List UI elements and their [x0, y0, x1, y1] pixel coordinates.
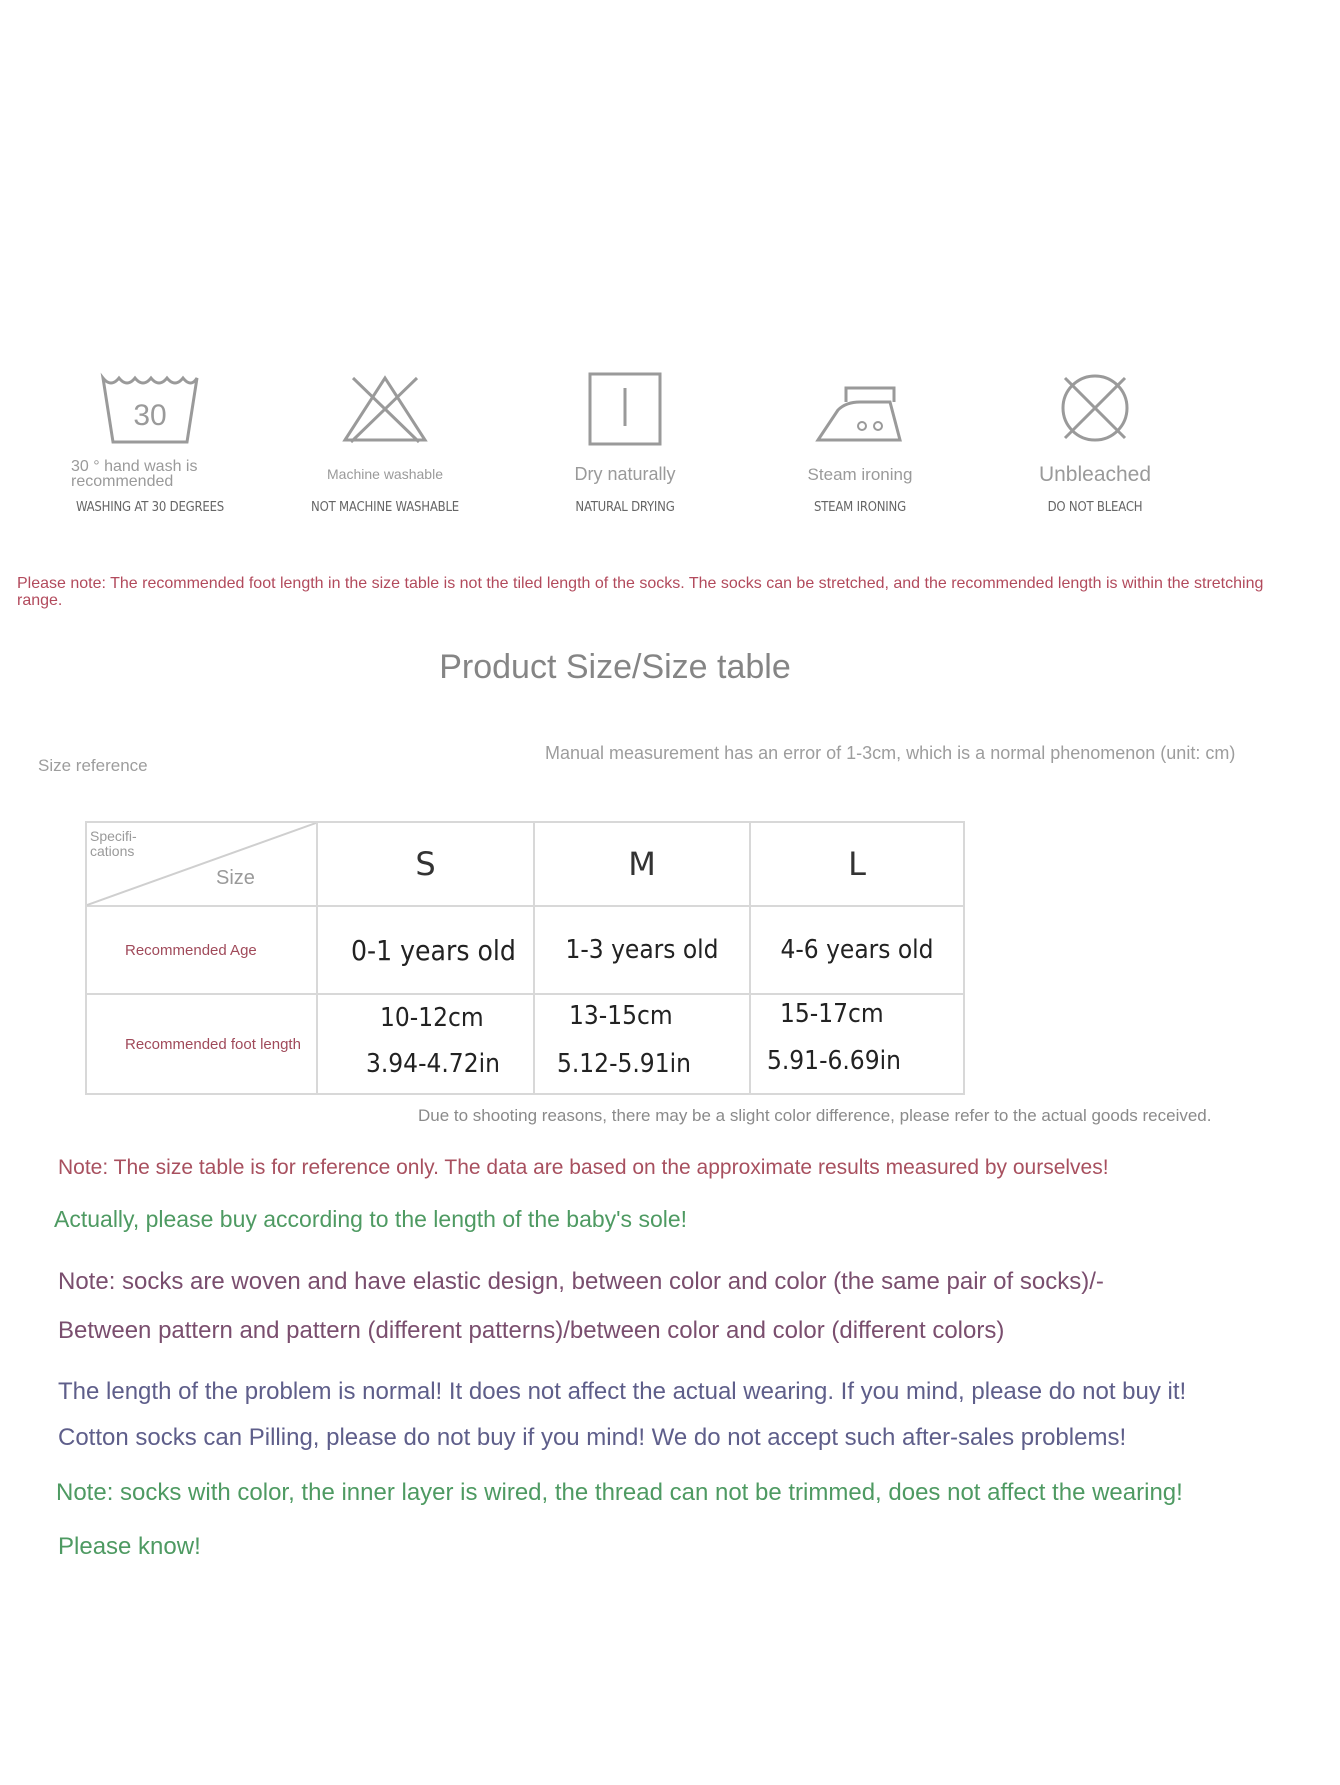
- note-length-normal: The length of the problem is normal! It does not affect the actual wearing. If you mind, please do not buy it!: [58, 1378, 1187, 1405]
- table-header-row: [86, 822, 964, 906]
- care-sub-bleach: DO NOT BLEACH: [1047, 500, 1143, 515]
- care-sub-wash: WASHING AT 30 DEGREES: [75, 500, 225, 515]
- wash-30-icon: [95, 370, 205, 450]
- corner-size: Size: [216, 867, 255, 889]
- no-machine-wash-icon: [335, 370, 435, 450]
- care-item-iron: [745, 370, 975, 515]
- note-woven-elastic: Note: socks are woven and have elastic design, between color and color (the same pair of socks)/-: [58, 1268, 1104, 1295]
- do-not-bleach-icon: [1045, 370, 1145, 450]
- size-header-l: L: [750, 822, 964, 906]
- foot-length-m: [534, 994, 750, 1094]
- size-reference-label: Size reference: [38, 756, 148, 775]
- care-label-dry: Dry naturally: [574, 463, 676, 484]
- note-pilling: Cotton socks can Pilling, please do not buy if you mind! We do not accept such after-sales problems!: [58, 1424, 1127, 1451]
- foot-length-l: [750, 994, 964, 1094]
- note-please-know: Please know!: [58, 1533, 201, 1560]
- size-header-s: S: [317, 822, 534, 906]
- note-reference-only: Note: The size table is for reference only. The data are based on the approximate results measured by ourselves!: [58, 1156, 1109, 1179]
- foot-length-s: [317, 994, 534, 1094]
- care-label-bleach: Unbleached: [1038, 462, 1152, 486]
- measurement-note: Manual measurement has an error of 1-3cm, which is a normal phenomenon (unit: cm): [545, 743, 1236, 763]
- dry-naturally-icon: [575, 370, 675, 450]
- foot-cm-l: 15-17cm: [780, 999, 884, 1029]
- age-l: 4-6 years old: [750, 906, 964, 994]
- foot-in-l: 5.91-6.69in: [767, 1046, 901, 1076]
- care-item-wash: [35, 370, 265, 515]
- size-table: [85, 821, 965, 1095]
- foot-in-m: 5.12-5.91in: [557, 1049, 691, 1079]
- note-inner-layer: Note: socks with color, the inner layer is wired, the thread can not be trimmed, does not affect the wearing!: [56, 1479, 1183, 1506]
- page-title: Product Size/Size table: [439, 648, 791, 686]
- care-item-dry: [510, 370, 740, 515]
- note-buy-by-sole: Actually, please buy according to the length of the baby's sole!: [54, 1206, 688, 1232]
- foot-in-s: 3.94-4.72in: [366, 1049, 500, 1079]
- care-item-machine: [270, 370, 500, 515]
- care-label-machine: Machine washable: [327, 465, 443, 482]
- steam-iron-icon: [810, 370, 910, 450]
- recommended-length-note: Please note: The recommended foot length in the size table is not the tiled length of the socks. The socks can be stretched, and the recommended length is within the stretching range.: [17, 575, 1264, 609]
- size-header-m: M: [534, 822, 750, 906]
- table-row: [86, 994, 964, 1094]
- age-s: 0-1 years old: [317, 906, 534, 994]
- row-label-age: Recommended Age: [86, 906, 317, 994]
- table-corner-cell: [86, 822, 317, 906]
- care-sub-iron: STEAM IRONING: [814, 500, 906, 515]
- note-pattern-color: Between pattern and pattern (different patterns)/between color and color (different colors): [58, 1317, 1005, 1344]
- row-label-foot-length: Recommended foot length: [86, 994, 317, 1094]
- care-sub-dry: NATURAL DRYING: [575, 500, 675, 515]
- care-label-wash: 30 ° hand wash is recommended: [71, 458, 198, 490]
- foot-cm-s: 10-12cm: [380, 1003, 484, 1033]
- wash-temperature: 30: [133, 399, 167, 432]
- care-label-iron: Steam ironing: [807, 464, 913, 484]
- care-sub-machine: NOT MACHINE WASHABLE: [311, 500, 459, 515]
- foot-cm-m: 13-15cm: [569, 1001, 673, 1031]
- care-item-bleach: [980, 370, 1210, 515]
- color-difference-note: Due to shooting reasons, there may be a slight color difference, please refer to the actual goods received.: [418, 1106, 1212, 1125]
- corner-specifications: Specifi- cations: [90, 828, 137, 859]
- table-row: [86, 906, 964, 994]
- age-m: 1-3 years old: [534, 906, 750, 994]
